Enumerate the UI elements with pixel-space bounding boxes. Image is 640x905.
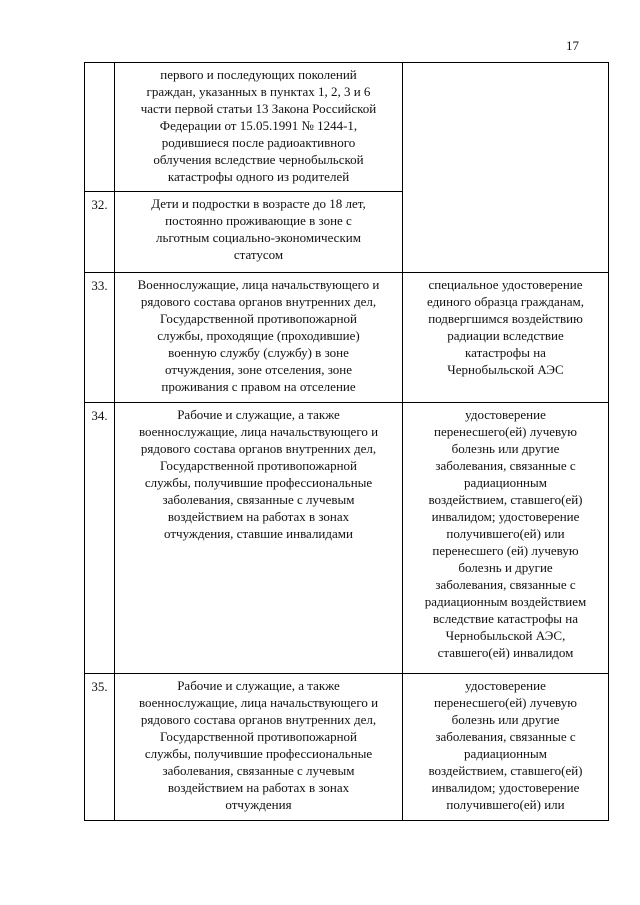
page-number: 17 <box>566 38 579 53</box>
row-number <box>85 63 115 192</box>
category-cell: первого и последующих поколений граждан, указанных в пунктах 1, 2, 3 и 6 части первой статьи 13 Закона Российской Федерации от 15.05.1991 № 1244-1, родившиеся после радиоактивного облучения вследствие чернобыльской катастрофы одного из родителей <box>115 63 403 192</box>
document-cell: специальное удостоверение единого образца гражданам, подвергшимся воздействию радиации вследствие катастрофы на Чернобыльской АЭС <box>403 273 609 403</box>
category-cell: Рабочие и служащие, а также военнослужащие, лица начальствующего и рядового состава органов внутренних дел, Государственной противопожарной службы, получившие профессиональные заболевания, связанные с лучевым воздействием на работах в зонах отчуждения <box>115 674 403 821</box>
document-cell: удостоверение перенесшего(ей) лучевую болезнь или другие заболевания, связанные с радиационным воздействием, ставшего(ей) инвалидом; удостоверение получившего(ей) или перенесшего (ей) лучевую болезнь и другие заболевания, связанные с радиационным воздействием вследствие катастрофы на Чернобыльской АЭС, ставшего(ей) инвалидом <box>403 403 609 674</box>
category-cell: Дети и подростки в возрасте до 18 лет, постоянно проживающие в зоне с льготным социально-экономическим статусом <box>115 192 403 273</box>
document-cell: удостоверение перенесшего(ей) лучевую болезнь или другие заболевания, связанные с радиационным воздействием, ставшего(ей) инвалидом; удостоверение получившего(ей) или <box>403 674 609 821</box>
table-row <box>85 403 609 674</box>
row-number: 32. <box>85 192 115 273</box>
table-row <box>85 273 609 403</box>
row-number: 34. <box>85 403 115 674</box>
category-cell: Рабочие и служащие, а также военнослужащие, лица начальствующего и рядового состава органов внутренних дел, Государственной противопожарной службы, получившие профессиональные заболевания, связанные с лучевым воздействием на работах в зонах отчуждения, ставшие инвалидами <box>115 403 403 674</box>
document-cell <box>403 63 609 273</box>
table-row <box>85 63 609 192</box>
benefits-table <box>84 62 609 821</box>
table-row <box>85 674 609 821</box>
row-number: 35. <box>85 674 115 821</box>
row-number: 33. <box>85 273 115 403</box>
category-cell: Военнослужащие, лица начальствующего и рядового состава органов внутренних дел, Государственной противопожарной службы, проходящие (проходившие) военную службу (службу) в зоне отчуждения, зоне отселения, зоне проживания с правом на отселение <box>115 273 403 403</box>
